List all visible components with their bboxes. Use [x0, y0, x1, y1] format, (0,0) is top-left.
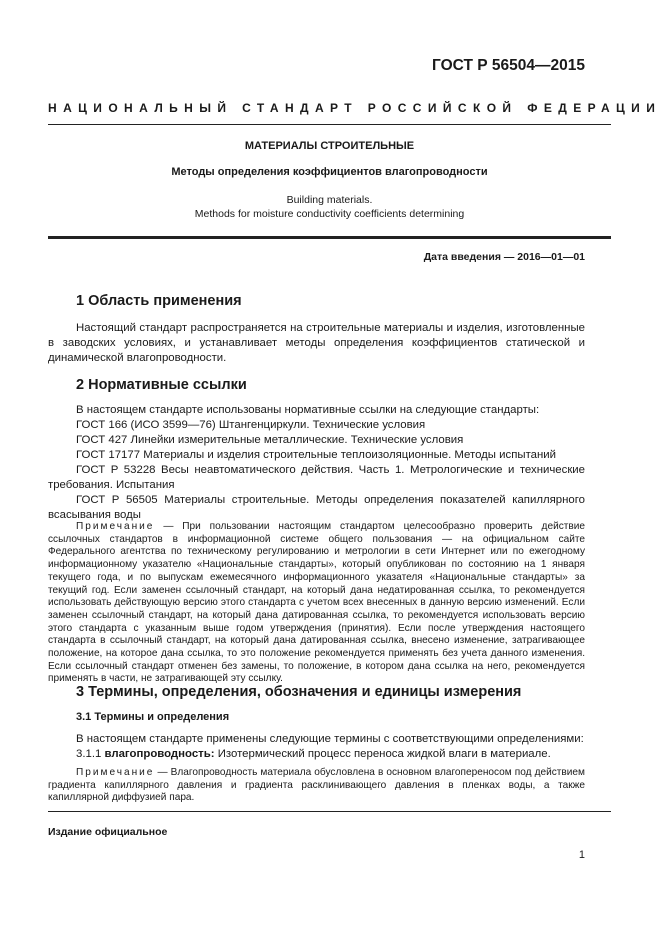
effective-date: Дата введения — 2016—01—01 [423, 251, 585, 263]
section-3-heading: 3 Термины, определения, обозначения и единицы измерения [76, 684, 522, 700]
term-name: влагопроводность: [104, 748, 215, 760]
section-2-note [48, 521, 585, 686]
term-number: 3.1.1 [76, 748, 105, 760]
section-3-note [48, 767, 585, 805]
subsection-3-1-heading: 3.1 Термины и определения [76, 711, 230, 723]
english-title [48, 193, 611, 221]
section-1-text: Настоящий стандарт распространяется на строительные материалы и изделия, изготовленные в заводских условиях, и устанавливает методы определения коэффициентов статической и динамической влагопроводности. [48, 322, 585, 364]
reference-item: ГОСТ 17177 Материалы и изделия строительные теплоизоляционные. Методы испытаний [76, 449, 557, 461]
section-2-body [48, 403, 585, 523]
document-title: МАТЕРИАЛЫ СТРОИТЕЛЬНЫЕ [244, 140, 415, 152]
note-text: — Влагопроводность материала обусловлена в основном влагопереносом под действием градиента капиллярного давления и градиента расклинивающего давления в пленках воды, а также капиллярной диффузией пара. [48, 767, 585, 804]
note-text: — При пользовании настоящим стандартом целесообразно проверить действие ссылочных стандартов в информационной системе общего пользования — на официальном сайте Федерального агентства по техническому регулированию и метрологии в сети Интернет или по ежегодному информационному указателю «Национальные стандарты», который опубликован по состоянию на 1 января текущего года, и по выпускам ежемесячного информационного указателя «Национальные стандарты» за текущий год. Если заменен ссылочный стандарт, на который дана недатированная ссылка, то рекомендуется использовать действующую версию этого стандарта с учетом всех внесенных в данную версию изменений. Если заменен ссылочный стандарт, на который дана датированная ссылка, то рекомендуется использовать версию этого стандарта с указанным выше годом утверждения (принятия). Если после утверждения настоящего стандарта в ссылочный стандарт, на который дана датированная ссылка, внесено изменение, затрагивающее положение, на которое дана ссылка, то это положение рекомендуется применять без учета данного изменения. Если ссылочный стандарт отменен без замены, то положение, в котором дана ссылка на него, рекомендуется применять в части, не затрагивающей эту ссылку. [48, 521, 585, 685]
document-subtitle: Методы определения коэффициентов влагопроводности [171, 166, 488, 178]
reference-item: ГОСТ 427 Линейки измерительные металлические. Технические условия [76, 434, 464, 446]
english-title-line-1: Building materials. [286, 194, 373, 206]
page-number: 1 [578, 849, 585, 861]
section-3-intro: В настоящем стандарте применены следующие термины с соответствующими определениями: [76, 733, 584, 745]
top-divider [48, 124, 611, 125]
term-text: Изотермический процесс переноса жидкой влаги в материале. [214, 748, 551, 760]
reference-item: ГОСТ 166 (ИСО 3599—76) Штангенциркули. Технические условия [76, 419, 426, 431]
reference-item: ГОСТ Р 53228 Весы неавтоматического действия. Часть 1. Метрологические и технические требования. Испытания [48, 464, 585, 491]
footer-divider [48, 811, 611, 812]
national-standard-banner: НАЦИОНАЛЬНЫЙ СТАНДАРТ РОССИЙСКОЙ ФЕДЕРАЦИИ [48, 101, 661, 115]
section-1-heading: 1 Область применения [76, 293, 242, 309]
title-divider [48, 236, 611, 239]
section-3-body [48, 732, 585, 762]
official-edition-label: Издание официальное [48, 826, 168, 838]
standard-code: ГОСТ Р 56504—2015 [432, 57, 585, 74]
section-2-intro: В настоящем стандарте использованы нормативные ссылки на следующие стандарты: [76, 404, 540, 416]
note-label: Примечание [76, 767, 155, 778]
english-title-line-2: Methods for moisture conductivity coefficients determining [194, 208, 465, 220]
section-2-heading: 2 Нормативные ссылки [76, 377, 247, 393]
reference-item: ГОСТ Р 56505 Материалы строительные. Методы определения показателей капиллярного всасывания воды [48, 494, 585, 521]
note-label: Примечание [76, 521, 155, 532]
term-definition [48, 747, 585, 762]
